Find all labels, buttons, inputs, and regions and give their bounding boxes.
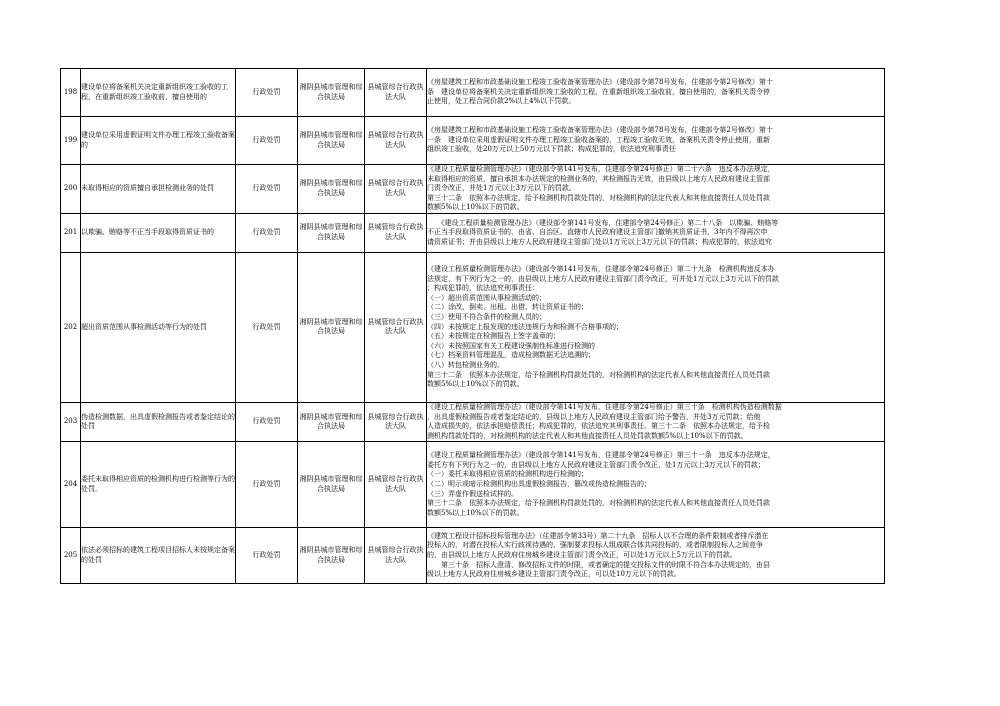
legal-basis-line: （七）档案资料管理混乱，造成检测数据无法追溯的； bbox=[427, 351, 595, 360]
legal-basis-line: 第三十条 招标人澄清、修改招标文件的时限，或者确定的提交投标文件的时限不符合本办法规定的，由县 bbox=[427, 560, 770, 569]
legal-basis-line: 级以上地方人民政府住房城乡建设主管部门责令改正，可以处10万元以下的罚款。 bbox=[427, 570, 681, 579]
category-cell: 行政处罚 bbox=[236, 165, 298, 214]
item-name: 超出资质范围从事检测活动等行为的处罚 bbox=[81, 252, 236, 402]
item-name: 伪造检测数据，出具虚假检测报告或者鉴定结论的处罚 bbox=[81, 402, 236, 441]
table-row bbox=[61, 165, 885, 214]
category-cell: 行政处罚 bbox=[236, 442, 298, 528]
legal-basis-line: 第三十二条 依照本办法规定，给予检测机构罚款处罚的，对检测机构的法定代表人和其他直接责任人员处罚款 bbox=[427, 370, 770, 379]
legal-basis-line: （二）涂改、倒卖、出租、出借、转让资质证书的； bbox=[427, 303, 588, 312]
legal-basis-cell bbox=[427, 442, 885, 528]
table-row bbox=[61, 69, 885, 117]
legal-basis-cell bbox=[427, 117, 885, 165]
item-name: 依法必须招标的建筑工程项目招标人未按规定备案的处罚 bbox=[81, 528, 236, 584]
category-cell: 行政处罚 bbox=[236, 402, 298, 441]
legal-basis-line: 《建设工程质量检测管理办法》（建设部令第141号发布，住建部令第24号修正）第二十六条 违反本办法规定， bbox=[427, 165, 775, 173]
executor-cell: 县城管综合行政执法大队 bbox=[365, 402, 427, 441]
category-cell: 行政处罚 bbox=[236, 117, 298, 165]
legal-basis-line: 《建设工程质量检测管理办法》（建设部令第141号发布，住建部令第24号修正）第二十八条 以欺骗、贿赂等 bbox=[427, 218, 779, 227]
legal-basis-line: 人造成损失的，依法承担赔偿责任；构成犯罪的，依法追究其刑事责任。第三十二条 依照本办法规定，给予检 bbox=[427, 422, 770, 431]
legal-basis-line: 委托方有下列行为之一的，由县级以上地方人民政府建设主管部门责令改正，处1万元以上3万元以下的罚款； bbox=[427, 460, 765, 469]
legal-basis-line: 《房屋建筑工程和市政基础设施工程竣工验收备案管理办法》（建设部令第78号发布，住建部令第2号修改）第十 bbox=[427, 78, 773, 87]
row-number: 205 bbox=[61, 528, 81, 584]
legal-basis-cell bbox=[427, 69, 885, 117]
legal-basis-line: 测机构罚款处罚的，对检测机构的法定代表人和其他直接责任人员处罚款数额5%以上10%以下的罚款。 bbox=[427, 431, 748, 440]
department-cell: 湘阴县城市管理和综合执法局 bbox=[298, 252, 365, 402]
legal-basis-line: （一）委托未取得相应资质的检测机构进行检测的； bbox=[427, 470, 588, 479]
legal-basis-line: ，出具虚假检测报告或者鉴定结论的，县级以上地方人民政府建设主管部门给予警告，并处3万元罚款；给他 bbox=[427, 412, 761, 421]
legal-basis-line: 不正当手段取得资质证书的，由省、自治区、直辖市人民政府建设主管部门撤销其资质证书，3年内不得再次申 bbox=[427, 228, 768, 237]
executor-cell: 县城管综合行政执法大队 bbox=[365, 69, 427, 117]
department-cell: 湘阴县城市管理和综合执法局 bbox=[298, 165, 365, 214]
legal-basis-line: 《建设工程质量检测管理办法》（建设部令第141号发布，住建部令第24号修正）第二十九条 检测机构违反本办 bbox=[427, 265, 775, 274]
department-cell: 湘阴县城市管理和综合执法局 bbox=[298, 402, 365, 441]
category-cell: 行政处罚 bbox=[236, 213, 298, 252]
table-row bbox=[61, 402, 885, 441]
legal-basis-line: 一条 建设单位采用虚假证明文件办理工程竣工验收备案的，工程竣工验收无效，备案机关责令停止使用，重新 bbox=[427, 135, 770, 144]
table-row bbox=[61, 528, 885, 584]
table-body bbox=[61, 69, 885, 584]
executor-cell: 县城管综合行政执法大队 bbox=[365, 252, 427, 402]
legal-basis-line: 第三十二条 依照本办法规定，给予检测机构罚款处罚的，对检测机构的法定代表人和其他直接责任人员处罚款 bbox=[427, 499, 770, 508]
legal-basis-line: 《房屋建筑工程和市政基础设施工程竣工验收备案管理办法》（建设部令第78号发布，住建部令第2号修改）第十 bbox=[427, 126, 773, 135]
legal-basis-line: 未取得相应的资质，擅自承担本办法规定的检测业务的，其检测报告无效，由县级以上地方人民政府建设主管部 bbox=[427, 174, 770, 183]
legal-basis-line: 条 建设单位将备案机关决定重新组织竣工验收的工程，在重新组织竣工验收前，擅自使用的，备案机关责令停 bbox=[427, 87, 770, 96]
legal-basis-line: （二）明示或暗示检测机构出具虚假检测报告，篡改或伪造检测报告的； bbox=[427, 480, 651, 489]
row-number: 198 bbox=[61, 69, 81, 117]
department-cell: 湘阴县城市管理和综合执法局 bbox=[298, 528, 365, 584]
item-name: 以欺骗、贿赂等不正当手段取得资质证书的 bbox=[81, 213, 236, 252]
item-name: 委托未取得相应资质的检测机构进行检测等行为的处罚。 bbox=[81, 442, 236, 528]
legal-basis-line: （三）使用不符合条件的检测人员的； bbox=[427, 313, 546, 322]
legal-basis-cell bbox=[427, 528, 885, 584]
legal-basis-line: （一）超出资质范围从事检测活动的； bbox=[427, 293, 546, 302]
category-cell: 行政处罚 bbox=[236, 528, 298, 584]
legal-basis-line: 止使用，处工程合同价款2%以上4%以下罚款。 bbox=[427, 97, 576, 106]
row-number: 202 bbox=[61, 252, 81, 402]
department-cell: 湘阴县城市管理和综合执法局 bbox=[298, 442, 365, 528]
legal-basis-line: 《建筑工程设计招标投标管理办法》（住建部令第33号）第二十九条 招标人以不合理的条件限制或者排斥潜在 bbox=[427, 531, 769, 540]
executor-cell: 县城管综合行政执法大队 bbox=[365, 165, 427, 214]
item-name: 建设单位采用虚假证明文件办理工程竣工验收备案的 bbox=[81, 117, 236, 165]
legal-basis-cell bbox=[427, 165, 885, 214]
legal-basis-cell bbox=[427, 252, 885, 402]
row-number: 201 bbox=[61, 213, 81, 252]
legal-basis-line: （六）未按照国家有关工程建设强制性标准进行检测的 bbox=[427, 341, 595, 350]
legal-basis-line: （八）转包检测业务的。 bbox=[427, 361, 504, 370]
legal-basis-cell bbox=[427, 402, 885, 441]
row-number: 199 bbox=[61, 117, 81, 165]
executor-cell: 县城管综合行政执法大队 bbox=[365, 213, 427, 252]
executor-cell: 县城管综合行政执法大队 bbox=[365, 442, 427, 528]
legal-basis-line: 组织竣工验收，处20万元以上50万元以下罚款；构成犯罪的，依法追究刑事责任 bbox=[427, 145, 676, 154]
legal-basis-line: 第三十二条 依照本办法规定，给予检测机构罚款处罚的，对检测机构的法定代表人和其他直接责任人员处罚款 bbox=[427, 193, 770, 202]
department-cell: 湘阴县城市管理和综合执法局 bbox=[298, 69, 365, 117]
department-cell: 湘阴县城市管理和综合执法局 bbox=[298, 117, 365, 165]
category-cell: 行政处罚 bbox=[236, 69, 298, 117]
item-name: 建设单位将备案机关决定重新组织竣工验收的工程，在重新组织竣工验收前，擅自使用的 bbox=[81, 69, 236, 117]
legal-basis-line: （四）未按规定上报发现的违法违规行为和检测不合格事项的； bbox=[427, 322, 623, 331]
legal-basis-line: 《建设工程质量检测管理办法》（建设部令第141号发布，住建部令第24号修正）第三十条 检测机构伪造检测数据 bbox=[427, 402, 782, 411]
row-number: 203 bbox=[61, 402, 81, 441]
department-cell: 湘阴县城市管理和综合执法局 bbox=[298, 213, 365, 252]
legal-basis-line: 《建设工程质量检测管理办法》（建设部令第141号发布，住建部令第24号修正）第三十一条 违反本办法规定， bbox=[427, 451, 775, 460]
category-cell: 行政处罚 bbox=[236, 252, 298, 402]
legal-basis-line: ；构成犯罪的，依法追究刑事责任： bbox=[427, 284, 539, 293]
executor-cell: 县城管综合行政执法大队 bbox=[365, 117, 427, 165]
legal-basis-line: 数额5%以上10%以下的罚款。 bbox=[427, 380, 524, 389]
legal-basis-line: 的，由县级以上地方人民政府住房城乡建设主管部门责令改正，可以处1万元以上5万元以下的罚款。 bbox=[427, 551, 737, 560]
table-row bbox=[61, 213, 885, 252]
legal-basis-cell bbox=[427, 213, 885, 252]
legal-basis-line: 投标人的，对潜在投标人实行歧视待遇的，强制要求投标人组成联合体共同投标的，或者限制投标人之间竞争 bbox=[427, 541, 763, 550]
item-name: 未取得相应的资质擅自承担检测业务的处罚 bbox=[81, 165, 236, 214]
table-row bbox=[61, 117, 885, 165]
legal-basis-line: 请资质证书；并由县级以上地方人民政府建设主管部门处以1万元以上3万元以下的罚款；构成犯罪的，依法追究 bbox=[427, 237, 772, 246]
legal-basis-line: （五）未按规定在检测报告上签字盖章的； bbox=[427, 332, 560, 341]
row-number: 204 bbox=[61, 442, 81, 528]
table-row bbox=[61, 252, 885, 402]
row-number: 200 bbox=[61, 165, 81, 214]
legal-basis-line: 法规定，有下列行为之一的，由县级以上地方人民政府建设主管部门责令改正，可并处1万元以上3万元以下的罚款 bbox=[427, 274, 779, 283]
table-row bbox=[61, 442, 885, 528]
legal-basis-line: 门责令改正，并处1万元以上3万元以下的罚款。 bbox=[427, 184, 576, 193]
legal-basis-line: （三）弄虚作假送检试样的。 bbox=[427, 489, 518, 498]
legal-basis-line: 数额5%以上10%以下的罚款。 bbox=[427, 203, 524, 212]
penalty-items-table bbox=[60, 68, 885, 584]
executor-cell: 县城管综合行政执法大队 bbox=[365, 528, 427, 584]
legal-basis-line: 数额5%以上10%以下的罚款。 bbox=[427, 508, 524, 517]
